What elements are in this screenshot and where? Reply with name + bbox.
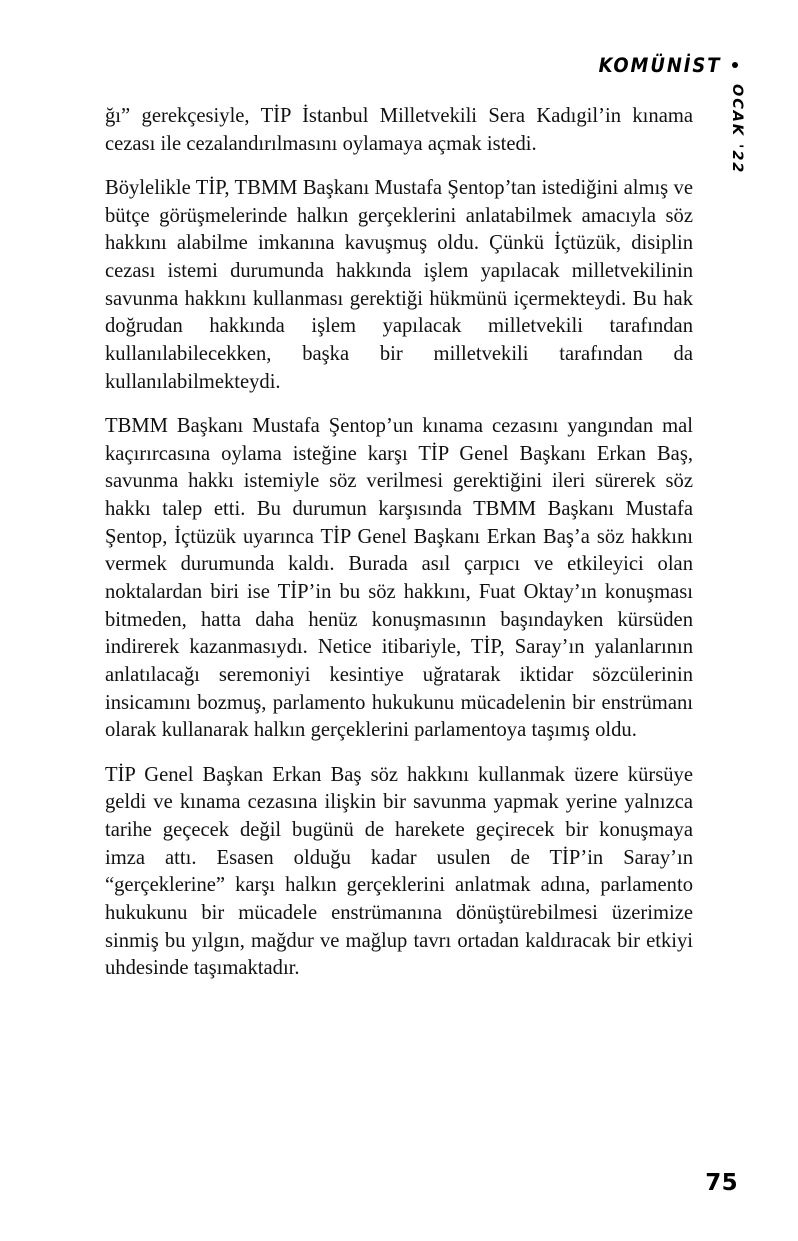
bullet-dot-icon — [732, 62, 738, 68]
page-number: 75 — [705, 1170, 738, 1196]
publication-masthead: KOMÜNİST — [598, 54, 721, 77]
running-head — [588, 56, 738, 76]
paragraph: Böylelikle TİP, TBMM Başkanı Mustafa Şentop’tan istediğini almış ve bütçe görüşmelerinde halkın gerçeklerini anlatabilmek amacıyla söz hakkını alabilme imkanına kavuşmuş oldu. Çünkü İçtüzük, disiplin cezası istemi durumunda hakkında işlem yapılacak milletvekilinin savunma hakkını kullanması gerektiği hükmünü içermekteydi. Bu hak doğrudan hakkında işlem yapılacak milletvekili tarafından kullanılabilecekken, başka bir milletvekili tarafından da kullanılabilmekteydi. — [105, 176, 693, 393]
paragraph: TİP Genel Başkan Erkan Baş söz hakkını kullanmak üzere kürsüye geldi ve kınama cezasına ilişkin bir savunma yapmak yerine yalnızca tarihe geçecek değil bugünü de harekete geçirecek bir konuşmaya imza attı. Esasen olduğu kadar usulen de TİP’in Saray’ın “gerçeklerine” karşı halkın gerçeklerini anlatmak adına, parlamento hukukunu bir mücadele enstrümanına dönüştürebilmesi üzerimize sinmiş bu yılgın, mağdur ve mağlup tavrı ortadan kaldıracak bir etkiyi uhdesinde taşımaktadır. — [105, 763, 693, 980]
paragraph: TBMM Başkanı Mustafa Şentop’un kınama cezasını yangından mal kaçırırcasına oylama isteğine karşı TİP Genel Başkanı Erkan Baş, savunma hakkı istemiyle söz verilmesi gerektiğini ileri sürerek söz hakkı talep etti. Bu durumun karşısında TBMM Başkanı Mustafa Şentop, İçtüzük uyarınca TİP Genel Başkanı Erkan Baş’a söz hakkını vermek durumunda kaldı. Burada asıl çarpıcı ve etkileyici olan noktalardan biri ise TİP’in bu söz hakkını, Fuat Oktay’ın konuşması bitmeden, hatta daha henüz konuşmasının başındayken kürsüden indirerek kazanmasıydı. Netice itibariyle, TİP, Saray’ın yalanlarının anlatılacağı seremoniyi kesintiye uğratarak iktidar sözcülerinin insicamını bozmuş, parlamento hukukunu mücadelenin bir enstrümanı olarak kullanarak halkın gerçeklerini parlamentoya taşımış oldu. — [105, 414, 693, 742]
paragraph: ğı” gerekçesiyle, TİP İstanbul Milletvekili Sera Kadıgil’in kınama cezası ile cezalandırılmasını oylamaya açmak istedi. — [105, 105, 693, 155]
body-text-column — [105, 103, 693, 983]
issue-date-vertical — [726, 84, 748, 194]
issue-date-label: OCAK '22 — [729, 84, 745, 175]
